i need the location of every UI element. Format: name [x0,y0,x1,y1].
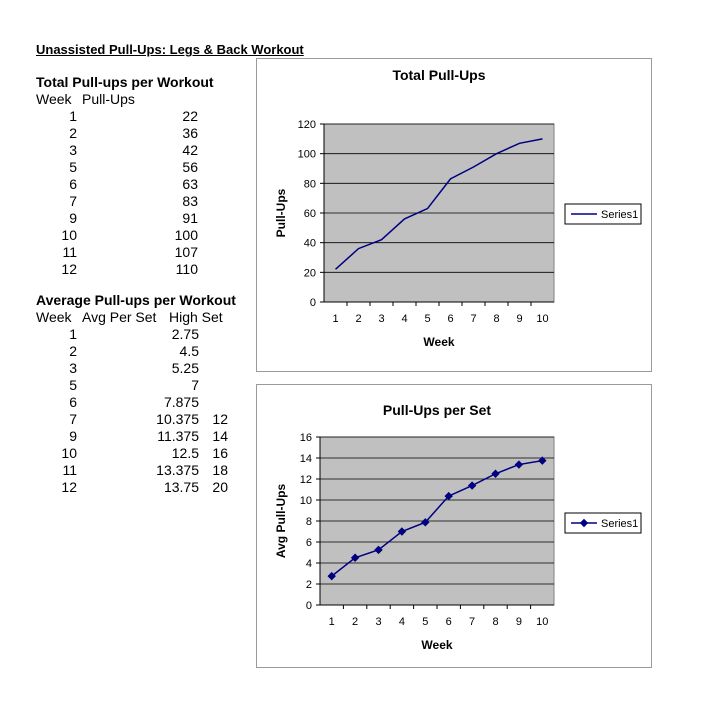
avg-table-cell: 12 [212,411,228,427]
pullups-per-set-chart-svg [257,385,651,667]
x-tick-label: 1 [328,616,335,628]
y-tick-label: 40 [303,237,316,250]
total-table-cell: 2 [69,125,77,141]
pullups-per-set-chart [256,384,652,668]
x-tick-label: 5 [422,616,429,628]
avg-table-cell: 11.375 [157,428,199,444]
avg-table-row [36,326,256,343]
total-table-cell: 6 [69,176,77,192]
avg-table-row [36,479,256,496]
avg-table-cell: 11 [62,462,77,478]
avg-table-row [36,411,256,428]
avg-table-cell: 5 [69,377,77,393]
total-table-cell: 10 [61,227,77,243]
avg-table-row [36,445,256,462]
y-tick-label: 16 [299,432,312,444]
avg-table-cell: 20 [212,479,228,495]
avg-table-cell: 9 [69,428,77,444]
total-table-cell: 83 [182,193,198,209]
avg-table-row [36,462,256,479]
x-tick-label: 8 [493,313,500,325]
x-tick-label: 7 [469,616,476,628]
y-tick-label: 100 [297,148,316,161]
total-table-row [36,210,236,227]
y-tick-label: 8 [305,516,312,528]
y-tick-label: 80 [303,178,316,191]
y-tick-label: 20 [303,267,316,280]
total-table-row [36,125,236,142]
y-tick-label: 14 [299,453,312,465]
x-tick-label: 2 [355,313,362,325]
avg-table-cell: 5.25 [171,360,199,376]
avg-table-cell: 13.75 [163,479,199,495]
total-table-cell: 63 [182,176,198,192]
y-tick-label: 4 [305,558,312,570]
total-table-cell: 5 [69,159,77,175]
y-tick-label: 60 [303,208,316,220]
avg-table-cell: 12.5 [171,445,199,461]
avg-table-cell: 2 [69,343,77,359]
y-axis-label: Pull-Ups [274,188,288,238]
x-tick-label: 7 [470,313,477,325]
total-table-cell: 11 [62,244,77,260]
x-tick-label: 8 [492,616,499,628]
total-table-row [36,176,236,193]
x-axis-label: Week [421,638,453,652]
total-table-cell: 7 [69,193,77,209]
legend-label: Series1 [601,518,639,530]
total-table-cell: 110 [175,261,198,277]
y-tick-label: 6 [305,537,312,549]
avg-table-cell: 13.375 [156,462,199,478]
total-table-cell: 107 [174,244,198,260]
x-tick-label: 3 [375,616,382,628]
y-tick-label: 120 [297,119,316,131]
avg-table-row [36,343,256,360]
total-table-header-cell: Pull-Ups [82,91,135,107]
total-table-row [36,193,236,210]
total-table-cell: 12 [61,261,77,277]
total-table-title: Total Pull-ups per Workout [36,74,214,90]
x-tick-label: 6 [447,313,454,325]
total-table-row [36,159,236,176]
chart-title: Total Pull-Ups [392,67,486,83]
avg-table-cell: 4.5 [179,343,199,359]
x-tick-label: 4 [398,616,405,628]
avg-table-cell: 14 [212,428,228,444]
total-pullups-chart [256,58,652,372]
total-table-row [36,244,236,261]
y-tick-label: 10 [299,495,312,507]
avg-table-row [36,377,256,394]
avg-table-cell: 10.375 [156,411,199,427]
total-table-header-cell: Week [36,91,72,107]
y-tick-label: 2 [305,579,312,591]
x-tick-label: 9 [516,313,523,325]
total-table-cell: 3 [69,142,77,158]
avg-table-header-cell: Avg Per Set [82,309,157,325]
avg-table-cell: 7 [69,411,77,427]
avg-table-row [36,360,256,377]
total-table-cell: 91 [182,210,198,226]
x-tick-label: 9 [515,616,522,628]
total-table-cell: 56 [182,159,198,175]
x-tick-label: 10 [536,313,549,325]
avg-table-cell: 3 [69,360,77,376]
average-table-title: Average Pull-ups per Workout [36,292,236,308]
avg-table-cell: 7.875 [163,394,199,410]
chart-title: Pull-Ups per Set [382,402,492,418]
x-tick-label: 4 [401,313,408,325]
legend-label: Series1 [601,209,639,221]
avg-table-cell: 10 [61,445,77,461]
total-table-cell: 42 [182,142,198,158]
x-tick-label: 2 [352,616,359,628]
total-table-cell: 22 [182,108,198,124]
total-table-cell: 36 [182,125,198,141]
x-tick-label: 3 [378,313,385,325]
y-tick-label: 0 [305,600,312,612]
avg-table-cell: 2.75 [171,326,199,342]
total-table-cell: 100 [174,227,198,243]
x-axis-label: Week [423,335,455,349]
x-tick-label: 5 [424,313,431,325]
avg-table-cell: 18 [212,462,228,478]
avg-table-header-cell: Week [36,309,72,325]
avg-table-row [36,428,256,445]
y-axis-label: Avg Pull-Ups [274,483,288,559]
total-table-row [36,108,236,125]
document-title: Unassisted Pull-Ups: Legs & Back Workout [36,42,304,57]
x-tick-label: 10 [536,616,549,628]
total-pullups-table [36,91,236,281]
avg-table-row [36,394,256,411]
total-table-row [36,261,236,278]
avg-table-cell: 7 [191,377,199,393]
avg-table-cell: 12 [61,479,77,495]
y-tick-label: 12 [299,474,312,486]
total-table-cell: 1 [69,108,77,124]
total-pullups-chart-svg [257,59,651,371]
x-tick-label: 6 [445,616,452,628]
x-tick-label: 1 [332,313,339,325]
total-table-row [36,142,236,159]
avg-table-header-cell: High Set [169,309,223,325]
total-table-cell: 9 [69,210,77,226]
avg-table-cell: 1 [69,326,77,342]
avg-table-cell: 16 [212,445,228,461]
avg-table-cell: 6 [69,394,77,410]
average-pullups-table [36,309,256,499]
total-table-row [36,227,236,244]
y-tick-label: 0 [309,297,316,309]
